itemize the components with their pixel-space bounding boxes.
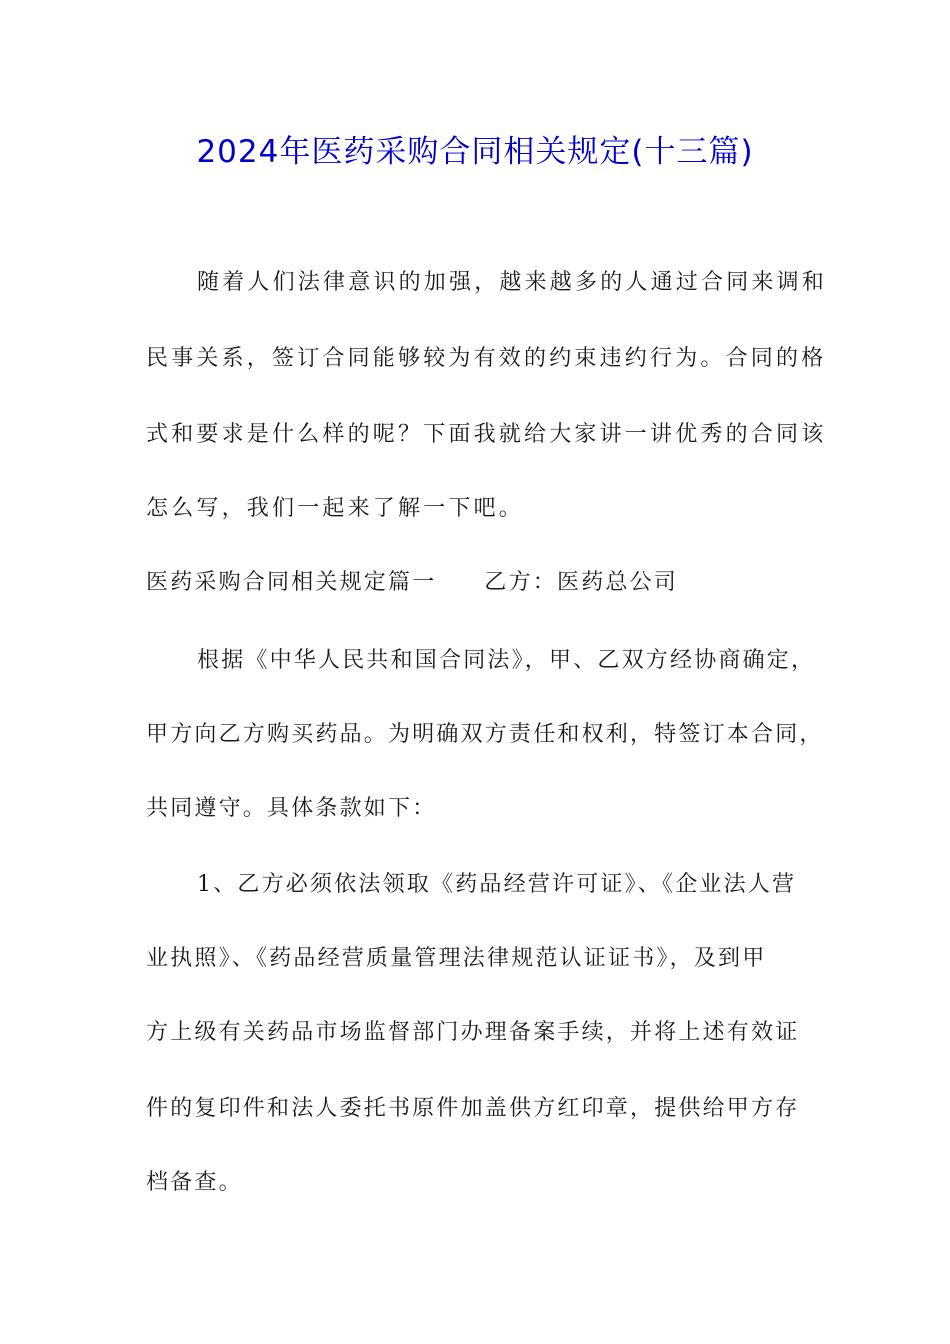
section-heading: 医药采购合同相关规定篇一 [146, 570, 437, 595]
clause1-line-4: 件的复印件和法人委托书原件加盖供方红印章，提供给甲方存 [146, 1096, 800, 1121]
document-title: 2024年医药采购合同相关规定(十三篇) [196, 134, 754, 170]
clause1-line-2: 业执照》、《药品经营质量管理法律规范认证证书》，及到甲 [146, 946, 767, 971]
clause1-line-3: 方上级有关药品市场监督部门办理备案手续，并将上述有效证 [146, 1020, 800, 1045]
section-heading-row [146, 568, 678, 598]
intro-line-3: 式和要求是什么样的呢？下面我就给大家讲一讲优秀的合同该 [146, 422, 827, 447]
para1-line-3: 共同遵守。具体条款如下： [146, 796, 437, 821]
intro-line-4: 怎么写，我们一起来了解一下吧。 [146, 496, 525, 521]
clause1-line-1: 1、乙方必须依法领取《药品经营许可证》、《企业法人营 [197, 872, 797, 897]
party-b-label: 乙方：医药总公司 [484, 570, 679, 595]
para1-line-2: 甲方向乙方购买药品。为明确双方责任和权利，特签订本合同， [146, 722, 824, 747]
intro-line-2: 民事关系，签订合同能够较为有效的约束违约行为。合同的格 [146, 346, 827, 371]
para1-line-1: 根据《中华人民共和国合同法》，甲、乙双方经协商确定， [197, 648, 816, 673]
clause1-line-5: 档备查。 [146, 1170, 243, 1195]
intro-line-1: 随着人们法律意识的加强，越来越多的人通过合同来调和 [197, 270, 828, 295]
